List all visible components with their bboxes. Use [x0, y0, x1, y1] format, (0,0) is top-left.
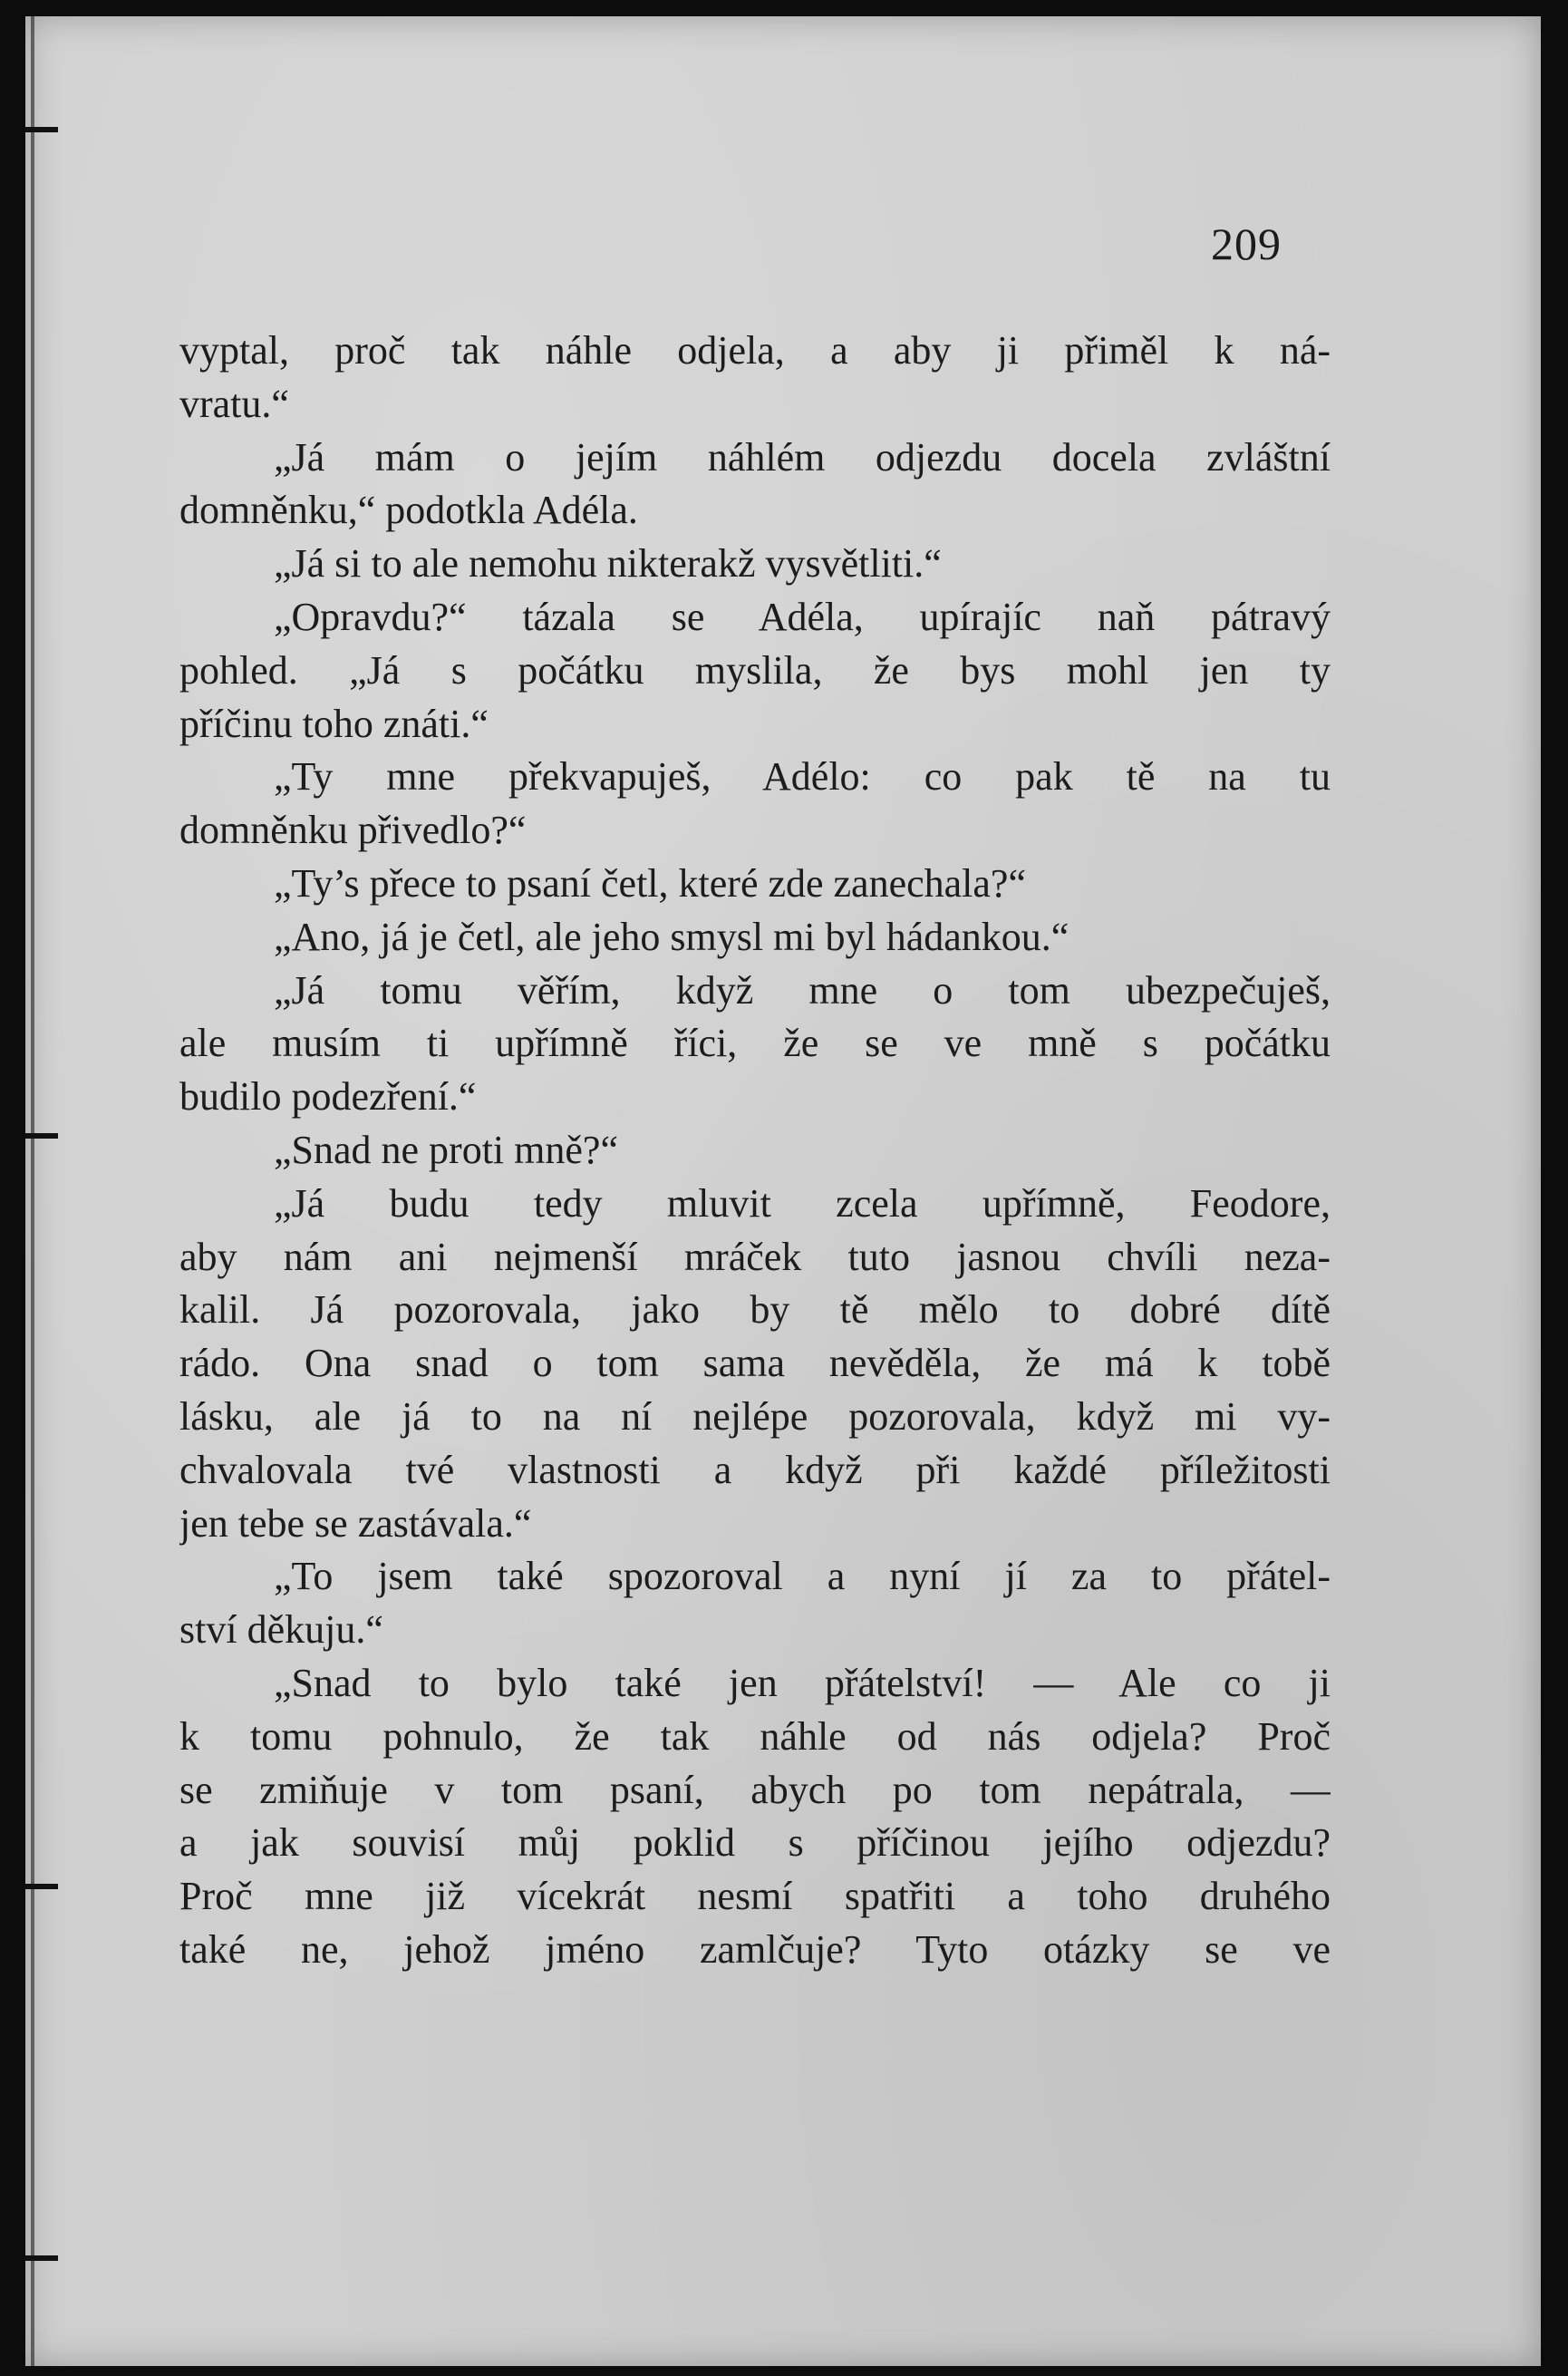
text-line: aby nám ani nejmenší mráček tuto jasnou chvíli neza- — [179, 1234, 1331, 1279]
text-line: lásku, ale já to na ní nejlépe pozorovala, když mi vy- — [179, 1393, 1331, 1439]
text-line: chvalovala tvé vlastnosti a když při každé příležitosti — [179, 1447, 1331, 1492]
text-line: pohled. „Já s počátku myslila, že bys mohl jen ty — [179, 647, 1331, 693]
binding-mark — [25, 2255, 58, 2261]
text-line: „Opravdu?“ tázala se Adéla, upírajíc naň pátravý — [274, 594, 1331, 639]
page-number: 209 — [1211, 218, 1282, 269]
text-line: „Snad to bylo také jen přátelství! — Ale co ji — [274, 1660, 1331, 1705]
text-line: „Snad ne proti mně?“ — [274, 1127, 618, 1172]
text-line: „Ano, já je četl, ale jeho smysl mi byl hádankou.“ — [274, 914, 1070, 959]
text-line: ství děkuju.“ — [179, 1607, 383, 1653]
text-line: k tomu pohnulo, že tak náhle od nás odjela? Proč — [179, 1713, 1331, 1759]
text-line: ale musím ti upřímně říci, že se ve mně s počátku — [179, 1021, 1331, 1066]
text-line: „Já si to ale nemohu nikterakž vysvětliti.“ — [274, 541, 942, 587]
text-line: budilo podezření.“ — [179, 1074, 477, 1120]
text-line: příčinu toho znáti.“ — [179, 701, 489, 746]
text-line: domněnku přivedlo?“ — [179, 808, 527, 853]
text-line: „Já mám o jejím náhlém odjezdu docela zvláštní — [274, 434, 1331, 480]
text-line: „Ty mne překvapuješ, Adélo: co pak tě na tu — [274, 754, 1331, 800]
text-line: „To jsem také spozoroval a nyní jí za to přátel- — [274, 1554, 1331, 1599]
text-line: rádo. Ona snad o tom sama nevěděla, že má k tobě — [179, 1341, 1331, 1386]
text-line: „Ty’s přece to psaní četl, které zde zanechala?“ — [274, 860, 1026, 906]
text-line: jen tebe se zastávala.“ — [179, 1500, 532, 1546]
book-page — [25, 16, 1541, 2366]
text-line: „Já budu tedy mluvit zcela upřímně, Feodore, — [274, 1180, 1331, 1226]
text-line: domněnku,“ podotkla Adéla. — [179, 488, 638, 533]
text-line: vratu.“ — [179, 381, 289, 426]
binding-mark — [25, 1133, 58, 1139]
text-line: také ne, jehož jméno zamlčuje? Tyto otázky se ve — [179, 1926, 1331, 1972]
text-line: „Já tomu věřím, když mne o tom ubezpečuješ, — [274, 967, 1331, 1013]
text-line: a jak souvisí můj poklid s příčinou jejího odjezdu? — [179, 1820, 1331, 1866]
binding-mark — [25, 1884, 58, 1889]
text-line: Proč mne již vícekrát nesmí spatřiti a toho druhého — [179, 1874, 1331, 1919]
binding-mark — [25, 127, 58, 132]
text-line: vyptal, proč tak náhle odjela, a aby ji přiměl k ná- — [179, 328, 1331, 373]
body-text — [179, 325, 1331, 1977]
text-line: se zmiňuje v tom psaní, abych po tom nepátrala, — — [179, 1767, 1331, 1812]
page-spine-edge — [31, 16, 34, 2366]
text-line: kalil. Já pozorovala, jako by tě mělo to dobré dítě — [179, 1287, 1331, 1333]
